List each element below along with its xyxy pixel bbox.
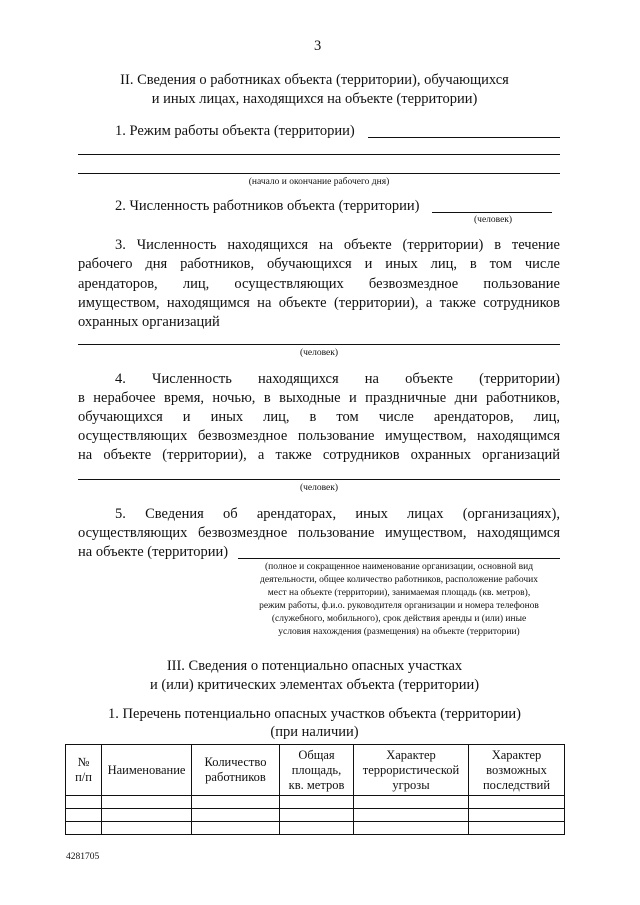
table-cell[interactable] xyxy=(66,796,102,809)
header-text: последствий xyxy=(482,777,551,792)
table-cell[interactable] xyxy=(469,822,565,835)
header-text: Характер xyxy=(491,747,542,762)
item5-caption-line: (полное и сокращенное наименование организации, основной вид xyxy=(264,562,534,572)
page-number: 3 xyxy=(314,38,322,54)
item3-line: 3. Численность находящихся на объекте (территории) в течение xyxy=(115,237,560,253)
section3-title-line2: и (или) критических элементах объекта (территории) xyxy=(149,677,480,693)
column-header-name xyxy=(102,745,192,796)
section3-item1-line1: 1. Перечень потенциально опасных участков объекта (территории) xyxy=(108,706,521,722)
item1-line-2[interactable] xyxy=(78,154,560,155)
item5-line: 5. Сведения об арендаторах, иных лицах (организациях), xyxy=(115,506,560,522)
table-cell[interactable] xyxy=(102,796,192,809)
column-header-threat xyxy=(354,745,469,796)
item3-line: имуществом, находящимся на объекте (территории), а также сотрудников xyxy=(78,295,560,311)
table-cell[interactable] xyxy=(280,809,354,822)
item3-line: арендаторов, лиц, осуществляющих безвозмездное пользование xyxy=(78,276,560,292)
item5-fill-line[interactable] xyxy=(238,558,560,559)
header-text: № xyxy=(77,755,90,769)
table-cell[interactable] xyxy=(354,796,469,809)
item2-label: 2. Численность работников объекта (территории) xyxy=(115,198,420,214)
column-header-consequences xyxy=(469,745,565,796)
table-cell[interactable] xyxy=(354,822,469,835)
table-cell[interactable] xyxy=(192,796,280,809)
table-cell[interactable] xyxy=(280,822,354,835)
item4-caption: (человек) xyxy=(299,483,339,493)
section3-item1-line2: (при наличии) xyxy=(270,724,359,740)
item3-caption: (человек) xyxy=(299,348,339,358)
section2-title-line1: II. Сведения о работниках объекта (территории), обучающихся xyxy=(120,72,509,88)
item5-caption-line: мест на объекте (территории), занимаемая площадь (кв. метров), xyxy=(267,588,531,598)
table-cell[interactable] xyxy=(102,822,192,835)
table-cell[interactable] xyxy=(66,822,102,835)
header-text: Характер xyxy=(386,747,436,762)
table-cell[interactable] xyxy=(469,796,565,809)
item5-caption-line: режим работы, ф.и.о. руководителя организации и номера телефонов xyxy=(259,601,539,611)
table-cell[interactable] xyxy=(102,809,192,822)
table-row xyxy=(66,796,565,809)
table-header-row xyxy=(66,745,565,796)
item3-fill-line[interactable] xyxy=(78,344,560,345)
item4-line: обучающихся и иных лиц, в том числе арендаторов, лиц, xyxy=(78,409,560,425)
table-cell[interactable] xyxy=(354,809,469,822)
item2-fill-line[interactable] xyxy=(432,212,552,213)
item4-line: осуществляющих безвозмездное пользование имуществом, находящимся xyxy=(78,428,560,444)
header-text: Количество xyxy=(204,755,267,769)
item5-last-line: на объекте (территории) xyxy=(78,544,229,560)
table-cell[interactable] xyxy=(66,809,102,822)
item3-line: рабочего дня работников, обучающихся и иных лиц, в том числе xyxy=(78,256,560,272)
item3-last-line: охранных организаций xyxy=(78,314,220,330)
item5-line: осуществляющих безвозмездное пользование имуществом, находящимся xyxy=(78,525,560,541)
item2-caption: (человек) xyxy=(474,215,513,225)
footer-code: 4281705 xyxy=(66,852,100,862)
table-row xyxy=(66,809,565,822)
table-cell[interactable] xyxy=(280,796,354,809)
header-text: возможных xyxy=(486,762,547,777)
table-row xyxy=(66,822,565,835)
section2-title-line2: и иных лицах, находящихся на объекте (территории) xyxy=(151,91,478,107)
item5-caption-line: деятельности, общее количество работников, расположение рабочих xyxy=(260,575,538,585)
column-header-number xyxy=(66,745,102,796)
item5-caption-line: условия нахождения (размещения) на объекте (территории) xyxy=(278,627,520,637)
hazard-areas-table xyxy=(65,744,565,835)
header-text: кв. метров xyxy=(288,777,345,792)
item1-line-3[interactable] xyxy=(78,173,560,174)
item4-line: на объекте (территории), а также сотрудников охранных организаций xyxy=(78,447,560,463)
item4-fill-line[interactable] xyxy=(78,479,560,480)
table-cell[interactable] xyxy=(469,809,565,822)
header-text: площадь, xyxy=(291,762,342,777)
item1-caption: (начало и окончание рабочего дня) xyxy=(248,177,390,187)
column-header-workers xyxy=(192,745,280,796)
item4-line: в нерабочее время, ночью, в выходные и праздничные дни работников, xyxy=(78,390,560,406)
item1-label: 1. Режим работы объекта (территории) xyxy=(115,123,355,139)
item4-line: 4. Численность находящихся на объекте (территории) xyxy=(115,371,560,387)
header-text: работников xyxy=(205,770,266,784)
column-header-area xyxy=(280,745,354,796)
table-cell[interactable] xyxy=(192,822,280,835)
header-text: п/п xyxy=(75,770,92,784)
header-text: Наименование xyxy=(107,762,186,777)
item1-fill-line[interactable] xyxy=(368,137,560,138)
table-cell[interactable] xyxy=(192,809,280,822)
header-text: террористической xyxy=(362,762,460,777)
section3-title-line1: III. Сведения о потенциально опасных участках xyxy=(166,658,463,674)
header-text: Общая xyxy=(298,747,335,762)
header-text: угрозы xyxy=(392,777,430,792)
item5-caption-line: (служебного, мобильного), срок действия аренды и (или) иные xyxy=(271,614,527,624)
